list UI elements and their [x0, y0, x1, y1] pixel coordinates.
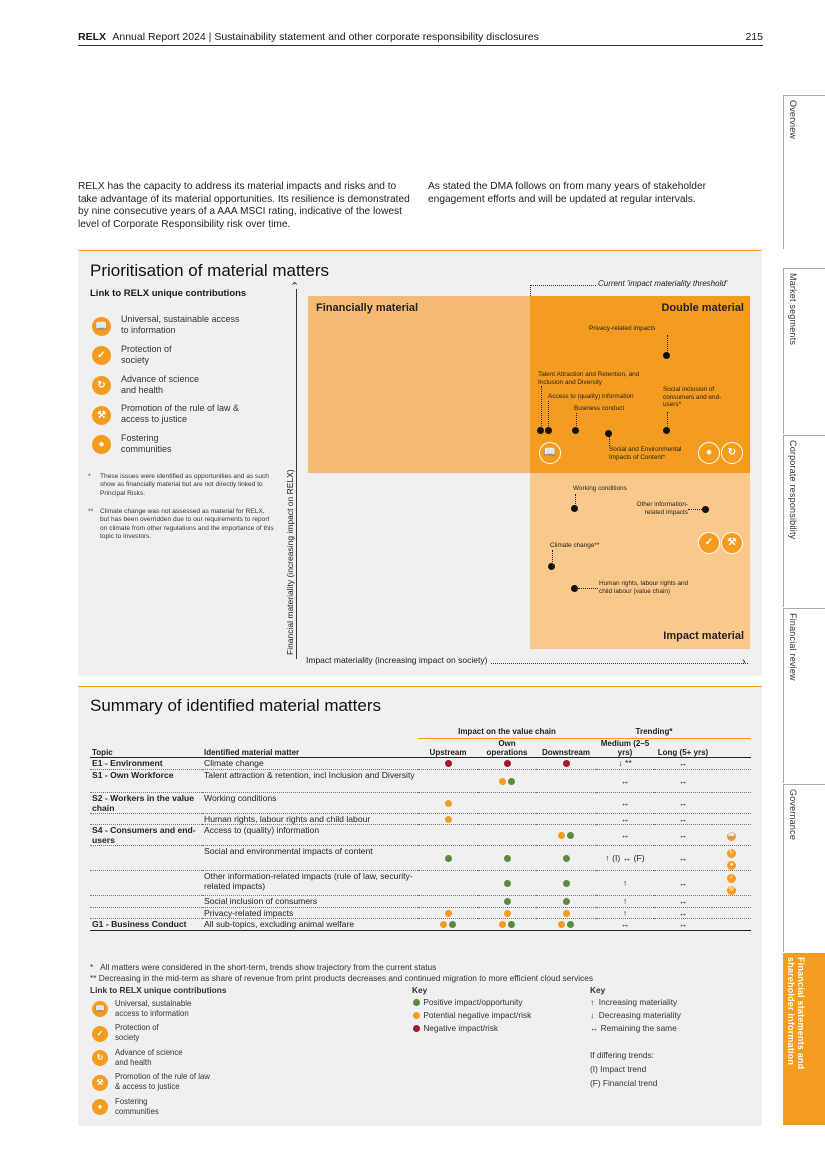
table-row [90, 846, 751, 871]
trend-long-cell: ↔ [654, 769, 712, 792]
prioritisation-title: Prioritisation of material matters [90, 261, 330, 280]
tab-governance[interactable]: Governance [783, 784, 825, 952]
sci-icon: ↻ [728, 850, 735, 856]
col-medium: Medium (2–5 yrs) [600, 739, 650, 757]
impact-material-label: Impact material [663, 630, 744, 642]
trend-long-cell: ↔ [654, 871, 712, 896]
topic-cell: E1 - Environment [90, 758, 202, 770]
key-negative: Negative impact/risk [412, 1023, 498, 1034]
impact-down-cell [536, 846, 596, 871]
gov-icon: ● [727, 861, 736, 870]
value-chain-header: Impact on the value chain [418, 727, 596, 739]
matter-cell: Other information-related impacts (rule of law, security-related impacts) [202, 871, 418, 896]
impact-own-cell [478, 792, 536, 813]
topic-cell [90, 907, 202, 919]
note-1: * All matters were considered in the short-term, trends show trajectory from the current status [90, 962, 437, 972]
other-info-label: Other information-related impacts [636, 501, 688, 516]
impact-own-cell [478, 825, 536, 846]
impact-down-cell [536, 896, 596, 908]
summary-title: Summary of identified material matters [90, 696, 381, 715]
topic-cell: G1 - Business Conduct [90, 919, 202, 931]
access-point[interactable] [545, 427, 552, 434]
page-header [78, 30, 763, 46]
impact-own-cell [478, 896, 536, 908]
footnote-mark: ** [88, 508, 94, 515]
col-own: Own operations [486, 739, 528, 757]
book-icon: 📖 [92, 317, 111, 336]
community-icon: ● [92, 1099, 108, 1115]
impact-up-cell [418, 758, 478, 770]
impact-own-cell [478, 907, 536, 919]
quadrant-impact [530, 473, 750, 649]
topic-cell [90, 871, 202, 896]
differing-impact: (I) Impact trend [590, 1064, 647, 1074]
differing-financial: (F) Financial trend [590, 1078, 658, 1088]
note-2: ** Decreasing in the mid-term as share of revenue from print products decreases and continued migration to more efficient cloud services [90, 973, 593, 983]
impact-own-cell [478, 846, 536, 871]
topic-cell: S4 - Consumers and end-users [90, 825, 202, 846]
col-downstream: Downstream [541, 748, 590, 757]
table-row [90, 813, 751, 825]
footnote-2: Climate change was not assessed as material for RELX, but has been overridden due to our requirements to report on climate from other regulations and the importance of this topic to investors. [100, 508, 274, 540]
impact-up-cell [418, 769, 478, 792]
topic-cell [90, 813, 202, 825]
science-icon: ↻ [92, 376, 111, 395]
quadrant-financial [308, 296, 530, 473]
climate-point[interactable] [548, 563, 555, 570]
summary-panel [78, 686, 762, 1126]
contribution-label: Fostering communities [115, 1097, 159, 1116]
contribution-label: Advance of science and health [115, 1048, 183, 1067]
shield-icon: ✓ [92, 1026, 108, 1042]
link-title: Link to RELX unique contributions [90, 288, 247, 299]
gavel-icon: ⚒ [92, 1075, 108, 1091]
key-increasing: ↑ Increasing materiality [590, 997, 678, 1007]
key-title: Key [412, 985, 428, 995]
social-inclusion-label: Social inclusion of consumers and end-users* [663, 386, 722, 408]
topic-cell [90, 896, 202, 908]
contribution-label: Advance of science and health [121, 374, 200, 395]
tab-financial-statements[interactable]: Financial statements and shareholder information [783, 953, 825, 1125]
table-row [90, 896, 751, 908]
book-icon: 📖 [92, 1001, 108, 1017]
gavel-icon: ⚒ [728, 887, 735, 893]
contribution-label: Fostering communities [121, 433, 172, 454]
human-rights-label: Human rights, labour rights and child labour (value chain) [599, 580, 689, 595]
trend-medium-cell: ↔ [596, 769, 654, 792]
shield-icon: ✓ [92, 346, 111, 365]
shield-icon: ✓ [728, 875, 735, 881]
summary-link-title: Link to RELX unique contributions [90, 985, 227, 995]
talent-label: Talent Attraction and Retention, and Inclusion and Diversity [538, 371, 640, 386]
report-title: Annual Report 2024 | Sustainability statement and other corporate responsibility disclosures [112, 31, 539, 43]
financial-material-label: Financially material [316, 302, 419, 314]
matter-cell: Working conditions [202, 792, 418, 813]
matter-cell: Climate change [202, 758, 418, 770]
trend-long-cell: ↔ [654, 825, 712, 846]
tab-corporate-responsibility[interactable]: Corporate responsibility [783, 435, 825, 607]
impact-down-cell [536, 825, 596, 846]
contribution-icons-cell [712, 825, 751, 846]
impact-up-cell [418, 896, 478, 908]
gavel-icon: ⚒ [721, 532, 743, 554]
impact-up-cell [418, 871, 478, 896]
table-row [90, 907, 751, 919]
privacy-label: Privacy-related impacts [589, 325, 656, 332]
matter-cell: Social and environmental impacts of content [202, 846, 418, 871]
tab-market-segments[interactable]: Market segments [783, 268, 825, 434]
climate-label: Climate change** [550, 542, 600, 549]
impact-down-cell [536, 813, 596, 825]
impact-own-cell [478, 758, 536, 770]
business-label: Business conduct [574, 405, 625, 412]
contribution-icons-cell [712, 769, 751, 792]
impact-up-cell [418, 907, 478, 919]
impact-down-cell [536, 907, 596, 919]
y-axis-arrow: ⌃ [290, 281, 300, 293]
table-row [90, 758, 751, 770]
contribution-icons-cell [712, 871, 751, 896]
contribution-label: Promotion of the rule of law & access to justice [115, 1072, 210, 1091]
y-axis-line [296, 289, 297, 659]
community-icon: ● [698, 442, 720, 464]
trend-long-cell: ↔ [654, 813, 712, 825]
contribution-icons-cell [712, 846, 751, 871]
trend-medium-cell: ↑ [596, 907, 654, 919]
threshold-label: Current 'impact materiality threshold' [598, 279, 728, 288]
contribution-label: Protection of society [121, 344, 172, 365]
contribution-icons-cell [712, 792, 751, 813]
business-point[interactable] [572, 427, 579, 434]
other-info-point[interactable] [702, 506, 709, 513]
col-long: Long (5+ yrs) [657, 748, 709, 757]
impact-own-cell [478, 919, 536, 931]
matter-cell: All sub-topics, excluding animal welfare [202, 919, 418, 931]
footnote-mark: * [88, 473, 91, 480]
key-positive: Positive impact/opportunity [412, 997, 522, 1008]
trending-header: Trending* [596, 727, 712, 739]
science-icon: ↻ [92, 1050, 108, 1066]
key-decreasing: ↓ Decreasing materiality [590, 1010, 681, 1020]
y-axis-label: Financial materiality (increasing impact on RELX) [285, 466, 295, 658]
brand-name: RELX [78, 31, 107, 43]
impact-up-cell [418, 813, 478, 825]
table-row [90, 825, 751, 846]
matter-cell: Talent attraction & retention, incl Inclusion and Diversity [202, 769, 418, 792]
prioritisation-panel [78, 250, 762, 676]
contribution-icons-cell [712, 907, 751, 919]
trend-medium-cell: ↔ [596, 813, 654, 825]
table-row [90, 919, 751, 931]
impact-up-cell [418, 919, 478, 931]
human-rights-point[interactable] [571, 585, 578, 592]
matter-cell: Human rights, labour rights and child labour [202, 813, 418, 825]
trend-long-cell: ↔ [654, 907, 712, 919]
contribution-label: Universal, sustainable access to information [121, 314, 240, 335]
trend-medium-cell: ↑ (I) ↔ (F) [596, 846, 654, 871]
book-icon: 📖 [539, 442, 561, 464]
impact-up-cell [418, 825, 478, 846]
trend-long-cell: ↔ [654, 846, 712, 871]
double-material-label: Double material [661, 302, 744, 314]
trend-medium-cell: ↔ [596, 825, 654, 846]
contribution-icons-cell [712, 758, 751, 770]
trend-medium-cell: ↑ [596, 896, 654, 908]
x-axis-label: Impact materiality (increasing impact on society) [306, 655, 491, 665]
gavel-icon: ⚒ [92, 406, 111, 425]
privacy-point[interactable] [663, 352, 670, 359]
matter-cell: Access to (quality) information [202, 825, 418, 846]
page-number: 215 [745, 31, 763, 43]
differing-title: If differing trends: [590, 1050, 654, 1060]
trend-long-cell: ↔ [654, 758, 712, 770]
trend-medium-cell: ↓ ** [596, 758, 654, 770]
impact-own-cell [478, 813, 536, 825]
impact-own-cell [478, 769, 536, 792]
impact-up-cell [418, 846, 478, 871]
working-conditions-label: Working conditions [573, 485, 627, 492]
talent-point[interactable] [537, 427, 544, 434]
key-same: ↔ Remaining the same [590, 1023, 677, 1033]
trend-key-title: Key [590, 985, 606, 995]
community-icon: ● [92, 435, 111, 454]
contribution-label: Universal, sustainable access to information [115, 999, 192, 1018]
tab-financial-review[interactable]: Financial review [783, 608, 825, 783]
trend-long-cell: ↔ [654, 792, 712, 813]
impact-up-cell [418, 792, 478, 813]
working-conditions-point[interactable] [571, 505, 578, 512]
shield-icon: ✓ [698, 532, 720, 554]
social-inclusion-point[interactable] [663, 427, 670, 434]
footnote-1: These issues were identified as opportunities and as such show as financially material but are not directly linked to Principal Risks. [100, 473, 269, 497]
table-row [90, 769, 751, 792]
impact-down-cell [536, 919, 596, 931]
topic-cell [90, 846, 202, 871]
trend-medium-cell: ↔ [596, 792, 654, 813]
col-topic: Topic [92, 748, 113, 757]
col-upstream: Upstream [429, 748, 467, 757]
tab-overview[interactable]: Overview [783, 95, 825, 249]
trend-long-cell: ↔ [654, 919, 712, 931]
intro-right: As stated the DMA follows on from many years of stakeholder engagement efforts and will be updated at regular intervals. [428, 181, 707, 205]
impact-own-cell [478, 871, 536, 896]
matter-cell: Privacy-related impacts [202, 907, 418, 919]
trend-medium-cell: ↑ [596, 871, 654, 896]
social-env-label: Social and Environmental Impacts of Content* [609, 446, 682, 461]
topic-cell: S2 - Workers in the value chain [90, 792, 202, 813]
contribution-icons-cell [712, 813, 751, 825]
impact-down-cell [536, 871, 596, 896]
topic-cell: S1 - Own Workforce [90, 769, 202, 792]
contribution-icons-cell [712, 919, 751, 931]
table-row [90, 871, 751, 896]
contribution-label: Protection of society [115, 1023, 159, 1042]
impact-down-cell [536, 792, 596, 813]
x-axis-arrow: › [742, 656, 746, 668]
table-row [90, 792, 751, 813]
impact-down-cell [536, 758, 596, 770]
contribution-label: Promotion of the rule of law & access to justice [121, 403, 240, 424]
trend-medium-cell: ↔ [596, 919, 654, 931]
key-potential-negative: Potential negative impact/risk [412, 1010, 531, 1021]
trend-long-cell: ↔ [654, 896, 712, 908]
summary-table [90, 727, 751, 931]
science-icon: ↻ [721, 442, 743, 464]
intro-left: RELX has the capacity to address its material impacts and risks and to take advantage of its material opportunities. Its resilience is demonstrated by nine consecutive years of a AAA MSCI rating, indicative of the lowest level of Corporate Responsibility risk over time. [78, 181, 410, 230]
book-icon: 📖 [727, 833, 736, 839]
col-matter: Identified material matter [204, 748, 300, 757]
access-label: Access to (quality) information [548, 393, 634, 400]
contribution-icons-cell [712, 896, 751, 908]
impact-down-cell [536, 769, 596, 792]
matter-cell: Social inclusion of consumers [202, 896, 418, 908]
